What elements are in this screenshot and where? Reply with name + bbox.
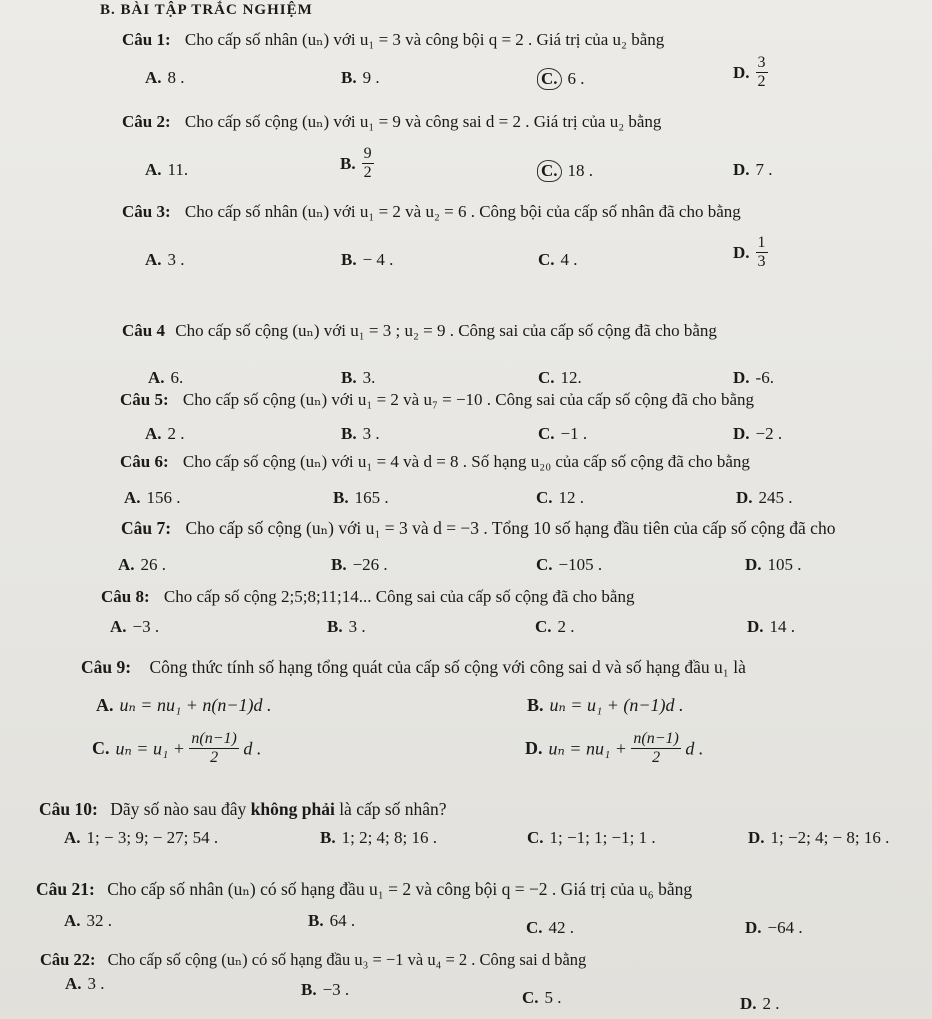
question-text: Cho cấp số cộng (uₙ) với u₁ = 2 và u₇ = −10 . Công sai của cấp số cộng đã cho bằng <box>182 390 754 409</box>
option-c[interactable]: C. uₙ = u₁ + $\frac{n(n-1)}{2}$ d . <box>92 730 262 767</box>
question-7 <box>121 518 835 539</box>
option-d[interactable]: D. −2 . <box>733 424 783 443</box>
option-c[interactable]: C. −105 . <box>536 555 603 574</box>
question-5 <box>120 390 754 410</box>
option-b[interactable]: B. 64 . <box>308 911 356 930</box>
question-1 <box>122 30 664 50</box>
option-a[interactable]: A. 26 . <box>118 555 167 574</box>
option-c-circled[interactable]: C. 6 . <box>540 68 585 90</box>
option-b[interactable]: B. $\frac{9}{2}$ <box>340 145 372 182</box>
option-a[interactable]: A. 8 . <box>145 68 185 87</box>
question-9 <box>81 657 746 678</box>
option-c[interactable]: C. 12 . <box>536 488 585 507</box>
question-text: Cho cấp số cộng (uₙ) với u₁ = 9 và công sai d = 2 . Giá trị của u₂ bằng <box>184 112 662 131</box>
question-label: Câu 1: <box>122 30 171 49</box>
option-d[interactable]: D. 7 . <box>733 160 773 179</box>
option-a[interactable]: A. 156 . <box>124 488 181 507</box>
question-text: Cho cấp số cộng 2;5;8;11;14... Công sai của cấp số cộng đã cho bằng <box>163 587 635 606</box>
option-b[interactable]: B. − 4 . <box>341 250 394 269</box>
option-a[interactable]: A. 11. <box>145 160 189 179</box>
option-c[interactable]: C. −1 . <box>538 424 588 443</box>
question-text: Cho cấp số cộng (uₙ) với u₁ = 3 ; u₂ = 9 . Công sai của cấp số cộng đã cho bằng <box>175 321 717 340</box>
option-a[interactable]: A. −3 . <box>110 617 160 636</box>
option-a[interactable]: A. 3 . <box>145 250 185 269</box>
option-c[interactable]: C. 42 . <box>526 918 575 937</box>
option-d[interactable]: D. $\frac{3}{2}$ <box>733 54 766 91</box>
question-text: Cho cấp số cộng (uₙ) với u₁ = 4 và d = 8 . Số hạng u₂₀ của cấp số cộng đã cho bằng <box>182 452 750 471</box>
option-a[interactable]: A. 2 . <box>145 424 185 443</box>
question-text-bold: không phải <box>250 799 335 819</box>
question-label: Câu 6: <box>120 452 169 471</box>
question-4 <box>122 321 717 341</box>
option-d[interactable]: D. 105 . <box>745 555 802 574</box>
option-b[interactable]: B. 3 . <box>327 617 366 636</box>
option-d[interactable]: D. 14 . <box>747 617 796 636</box>
question-21 <box>36 879 692 900</box>
option-b[interactable]: B. 3 . <box>341 424 380 443</box>
question-label: Câu 8: <box>101 587 150 606</box>
question-8 <box>101 587 634 607</box>
question-text: Cho cấp số nhân (uₙ) với u₁ = 2 và u₂ = 6 . Công bội của cấp số nhân đã cho bằng <box>184 202 741 221</box>
question-text-post: là cấp số nhân? <box>339 799 447 819</box>
question-text: Cho cấp số cộng (uₙ) có số hạng đầu u₃ = −1 và u₄ = 2 . Công sai d bằng <box>107 950 587 969</box>
question-text-pre: Dãy số nào sau đây <box>110 799 247 819</box>
option-d[interactable]: D. 2 . <box>740 994 780 1013</box>
question-label: Câu 10: <box>39 799 98 819</box>
question-3 <box>122 202 741 222</box>
question-22 <box>40 950 586 970</box>
option-c[interactable]: C. 4 . <box>538 250 578 269</box>
option-d[interactable]: D. $\frac{1}{3}$ <box>733 234 766 271</box>
option-d[interactable]: D. uₙ = nu₁ + $\frac{n(n-1)}{2}$ d . <box>525 730 704 767</box>
option-d[interactable]: D. −64 . <box>745 918 803 937</box>
option-b[interactable]: B. uₙ = u₁ + (n−1)d . <box>527 695 684 715</box>
option-d[interactable]: D. -6. <box>733 368 774 387</box>
option-b[interactable]: B. 3. <box>341 368 376 387</box>
question-text: Cho cấp số cộng (uₙ) với u₁ = 3 và d = −3 . Tổng 10 số hạng đầu tiên của cấp số cộng đã cho <box>185 518 836 538</box>
question-label: Câu 9: <box>81 657 132 677</box>
option-d[interactable]: D. 245 . <box>736 488 793 507</box>
option-c[interactable]: C. 12. <box>538 368 582 387</box>
question-text: Công thức tính số hạng tổng quát của cấp số cộng với công sai d và số hạng đầu u₁ là <box>149 657 746 677</box>
option-b[interactable]: B. −3 . <box>301 980 350 999</box>
question-10 <box>39 799 447 820</box>
question-label: Câu 5: <box>120 390 169 409</box>
question-label: Câu 3: <box>122 202 171 221</box>
option-a[interactable]: A. 1; − 3; 9; − 27; 54 . <box>64 828 219 847</box>
option-c[interactable]: C. 2 . <box>535 617 575 636</box>
question-label: Câu 2: <box>122 112 171 131</box>
option-a[interactable]: A. 6. <box>148 368 184 387</box>
option-b[interactable]: B. 1; 2; 4; 8; 16 . <box>320 828 437 847</box>
option-a[interactable]: A. uₙ = nu₁ + n(n−1)d . <box>96 695 272 715</box>
question-6 <box>120 452 750 472</box>
option-c-circled[interactable]: C. 18 . <box>540 160 593 182</box>
option-b[interactable]: B. 165 . <box>333 488 389 507</box>
question-label: Câu 4 <box>122 321 165 340</box>
section-title: B. BÀI TẬP TRẮC NGHIỆM <box>100 2 313 18</box>
question-label: Câu 21: <box>36 879 95 899</box>
question-2 <box>122 112 661 132</box>
question-label: Câu 22: <box>40 950 96 969</box>
option-d[interactable]: D. 1; −2; 4; − 8; 16 . <box>748 828 890 847</box>
option-c[interactable]: C. 5 . <box>522 988 562 1007</box>
option-c[interactable]: C. 1; −1; 1; −1; 1 . <box>527 828 656 847</box>
question-label: Câu 7: <box>121 518 172 538</box>
option-a[interactable]: A. 3 . <box>65 974 105 993</box>
question-text: Cho cấp số nhân (uₙ) với u₁ = 3 và công bội q = 2 . Giá trị của u₂ bằng <box>184 30 665 49</box>
option-b[interactable]: B. 9 . <box>341 68 380 87</box>
option-b[interactable]: B. −26 . <box>331 555 388 574</box>
question-text: Cho cấp số nhân (uₙ) có số hạng đầu u₁ = 2 và công bội q = −2 . Giá trị của u₆ bằng <box>107 879 693 899</box>
option-a[interactable]: A. 32 . <box>64 911 113 930</box>
